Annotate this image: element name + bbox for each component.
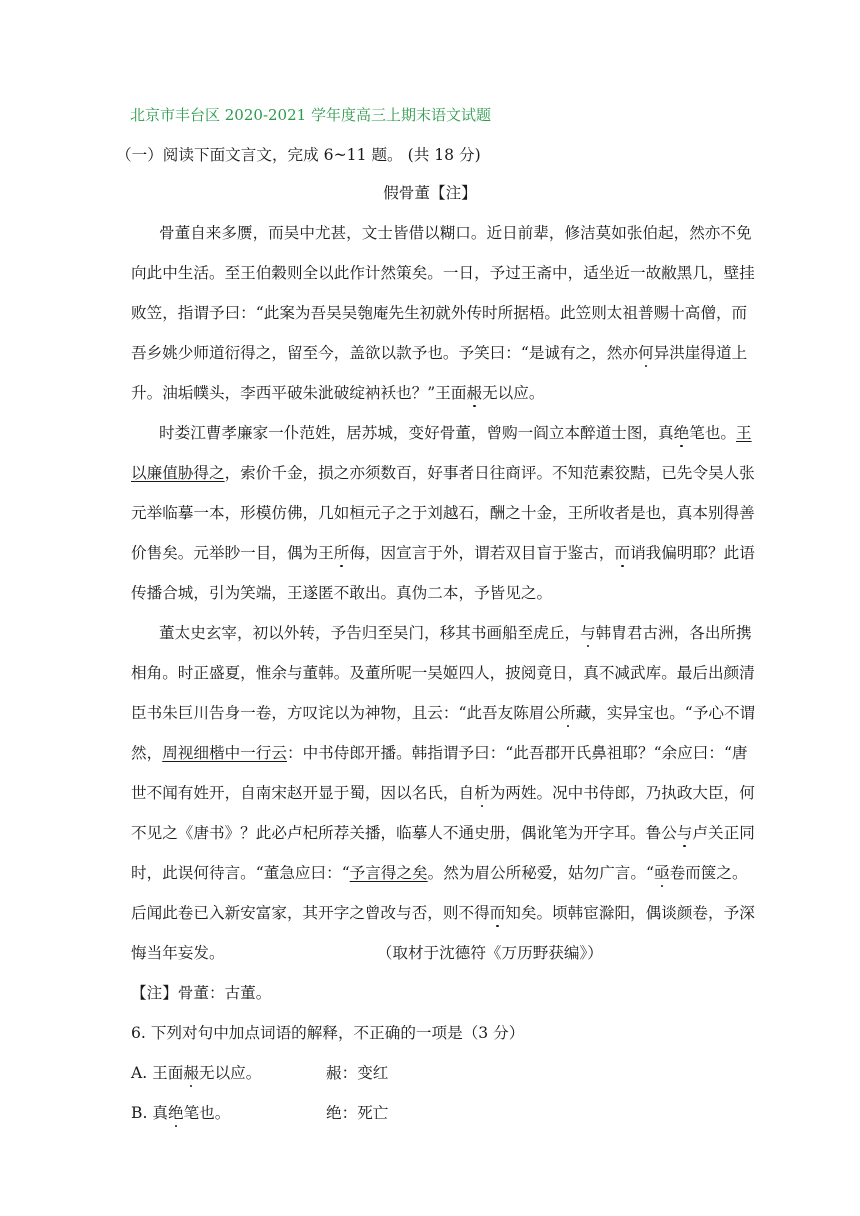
text-span: 诮我偏明耶？此语: [630, 544, 755, 562]
paragraph-3-line-4: [131, 743, 748, 763]
text-span: 吾乡姚少师道衍得之，留至今，盖欲以款予也。予笑曰：“是诚有之，然亦: [131, 344, 638, 362]
paragraph-3-line-6: [131, 823, 755, 843]
paragraph-3-line-9: [131, 943, 603, 963]
paragraph-1-line-4: [131, 343, 747, 363]
text-span: A. 王面: [131, 1064, 184, 1082]
paragraph-3-line-3: [131, 703, 755, 723]
text-span: 时，此误何待言。“董急应曰：“: [131, 864, 350, 882]
option-b: [131, 1103, 388, 1123]
paragraph-2-line-2: [131, 463, 755, 483]
exam-title: 北京市丰台区 2020-2021 学年度高三上期末语文试题: [130, 106, 491, 124]
paragraph-2-line-4: [131, 543, 755, 563]
option-a-gloss: 赧：变红: [326, 1064, 389, 1082]
dotted-word: 绝: [167, 1104, 184, 1122]
source-citation: （取材于沈德符《万历野获编》）: [384, 944, 603, 962]
text-span: 董太史玄宰，初以外转，予告归至吴门，移其书画船至虎丘，: [159, 624, 581, 642]
dotted-word: 所: [560, 704, 576, 722]
text-span: 知矣。顷韩宦滁阳，偶谈颜卷，予深: [505, 904, 755, 922]
paragraph-3-line-1: [159, 623, 752, 643]
text-span: 卷而箧之。: [669, 864, 748, 882]
text-span: 悔当年妄发。: [131, 944, 225, 962]
text-span: 时娄江曹孝廉家一仆范姓，居苏城，变好骨董，曾购一阎立本醉道士图，真: [159, 424, 674, 442]
underlined-phrase: 周视细楷中一行云: [162, 744, 287, 762]
text-span: 世不闻有姓开，自南宋赵开显于蜀，因以名氏，自: [131, 784, 475, 802]
option-b-gloss: 绝：死亡: [326, 1104, 389, 1122]
text-span: ，索价千金，损之亦须数百，好事者日往商评。不知范素狡黠，已先令吴人张: [224, 464, 755, 482]
text-span: 不见之《唐书》？此必卢杞所荐关播，临摹人不通史册，偶讹笔为开字耳。鲁公: [131, 824, 677, 842]
dotted-word: 与: [676, 824, 693, 842]
question-stem: 6. 下列对句中加点词语的解释，不正确的一项是（3 分）: [131, 1024, 525, 1042]
text-span: 异洪崖得道上: [653, 344, 748, 362]
text-span: 韩胄君古洲，各出所携: [595, 624, 752, 642]
text-span: 价售矣。元举眇一目，偶为王: [131, 544, 334, 562]
option-a: [131, 1063, 388, 1083]
dotted-word: 析: [474, 784, 490, 802]
text-span: 为两姓。况中书侍郎，乃执政大臣，何: [489, 784, 755, 802]
text-span: 。然为眉公所秘爱，姑勿广言。“: [427, 864, 654, 882]
text-span: 侮，因宣言于外，谓若双目盲于鉴古，: [349, 544, 615, 562]
text-span: 臣书朱巨川告身一卷，方叹诧以为神物，且云：“此吾友陈眉公: [131, 704, 561, 722]
paragraph-2-line-1: [159, 423, 752, 443]
text-span: ：中书侍郎开播。韩指谓予曰：“此吾郡开氏鼻祖耶？“余应曰：“唐: [286, 744, 748, 762]
text-span: 无以应。: [482, 384, 545, 402]
dotted-word: 亟: [653, 864, 670, 882]
paragraph-1-line-2: 向此中生活。至王伯穀则全以此作计然策矣。一日，予过王斋中，适坐近一故敝黑几，壁挂: [131, 264, 755, 282]
paragraph-3-line-5: [131, 783, 755, 803]
option-b-sentence: [131, 1103, 326, 1123]
text-span: 无以应。: [198, 1064, 262, 1082]
option-a-sentence: [131, 1063, 326, 1083]
passage-title: 假骨董【注】: [383, 184, 477, 202]
dotted-word: 赧: [466, 384, 483, 402]
paragraph-1-line-1: 骨董自来多赝，而吴中尤甚，文士皆借以糊口。近日前辈，修洁莫如张伯起，然亦不免: [159, 224, 752, 242]
paragraph-3-line-2: 相角。时正盛夏，惟余与董韩。及董所呢一吴姬四人，披阅竟日，真不减武库。最后出颜清: [131, 664, 755, 682]
footnote: 【注】骨董：古董。: [131, 984, 272, 1002]
text-span: 卢关正同: [692, 824, 755, 842]
text-span: 后闻此卷已入新安富家，其开字之曾改与否，则不得: [131, 904, 490, 922]
paragraph-2-line-3: 元举临摹一本，形模仿佛，几如桓元子之于刘越石，酬之十金，王所收者是也，真本别得善: [131, 504, 755, 522]
paragraph-3-line-7: [131, 863, 748, 883]
paragraph-2-line-5: 传播合城，引为笑端，王遂匿不敢出。真伪二本，予皆见之。: [131, 584, 553, 602]
text-span: 然，: [131, 744, 163, 762]
text-span: 藏，实异宝也。“予心不谓: [575, 704, 756, 722]
dotted-word: 赧: [183, 1064, 199, 1082]
paragraph-1-line-3: 败笠，指谓予曰：“此案为吾吴吴匏庵先生初就外传时所据梧。此笠则太祖普赐十高僧，而: [131, 304, 748, 322]
underlined-phrase: 予言得之矣: [349, 864, 428, 882]
text-span: 笔也。: [183, 1104, 231, 1122]
dotted-word: 而: [489, 904, 506, 922]
section-heading: （一）阅读下面文言文，完成 6~11 题。 (共 18 分): [116, 146, 481, 164]
underlined-phrase: 王: [736, 424, 752, 442]
text-span: B. 真: [131, 1104, 168, 1122]
text-span: 笔也。: [689, 424, 737, 442]
paragraph-3-line-8: [131, 903, 755, 923]
dotted-word: 何: [637, 344, 654, 362]
dotted-word: 所: [333, 544, 350, 562]
paragraph-1-line-5: [131, 383, 544, 403]
text-span: 升。油垢幞头，李西平破朱泚破绽衲袄也？”王面: [131, 384, 467, 402]
underlined-phrase: 以廉值胁得之: [131, 464, 225, 482]
dotted-word: 而: [614, 544, 631, 562]
dotted-word: 与: [580, 624, 596, 642]
dotted-word: 绝: [673, 424, 690, 442]
